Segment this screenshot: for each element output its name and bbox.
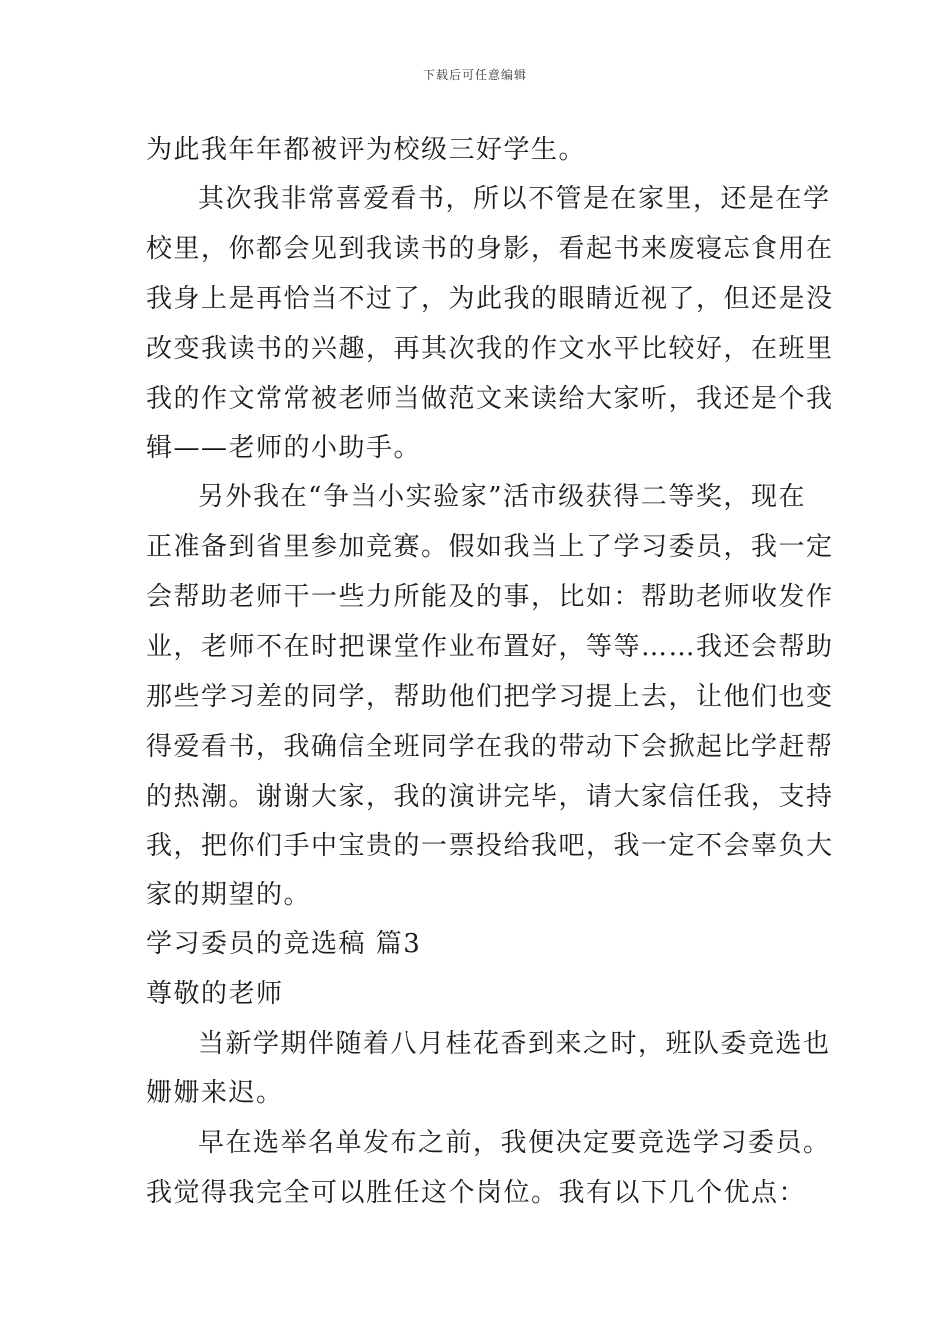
body-line: 那些学习差的同学，帮助他们把学习提上去，让他们也变 [146,682,834,712]
body-line: 正准备到省里参加竞赛。假如我当上了学习委员，我一定 [146,532,834,562]
body-line: 改变我读书的兴趣，再其次我的作文水平比较好，在班里 [146,334,834,364]
salutation: 尊敬的老师 [146,979,284,1009]
body-line: 业，老师不在时把课堂作业布置好，等等……我还会帮助 [146,632,834,662]
header-note: 下载后可任意编辑 [422,68,527,82]
body-line: 其次我非常喜爱看书，所以不管是在家里，还是在学 [198,184,831,214]
body-line: 我，把你们手中宝贵的一票投给我吧，我一定不会辜负大 [146,831,834,861]
body-line: 辑——老师的小助手。 [146,433,422,463]
body-line: 另外我在“争当小实验家”活市级获得二等奖，现在 [198,482,806,512]
body-line: 早在选举名单发布之前，我便决定要竞选学习委员。 [198,1128,831,1158]
body-line: 我的作文常常被老师当做范文来读给大家听，我还是个我 [146,384,834,414]
body-line: 校里，你都会见到我读书的身影，看起书来废寝忘食用在 [146,234,834,264]
body-line: 得爱看书，我确信全班同学在我的带动下会掀起比学赶帮 [146,732,834,762]
body-line: 我觉得我完全可以胜任这个岗位。我有以下几个优点： [146,1178,807,1208]
body-line: 为此我年年都被评为校级三好学生。 [146,135,587,165]
body-line: 家的期望的。 [146,880,312,910]
body-line: 我身上是再恰当不过了，为此我的眼睛近视了，但还是没 [146,284,834,314]
section-heading: 学习委员的竞选稿 篇3 [146,929,422,959]
body-line: 的热潮。谢谢大家，我的演讲完毕，请大家信任我，支持 [146,782,834,812]
body-line: 姗姗来迟。 [146,1078,284,1108]
body-line: 当新学期伴随着八月桂花香到来之时，班队委竞选也 [198,1029,831,1059]
body-line: 会帮助老师干一些力所能及的事，比如：帮助老师收发作 [146,582,834,612]
